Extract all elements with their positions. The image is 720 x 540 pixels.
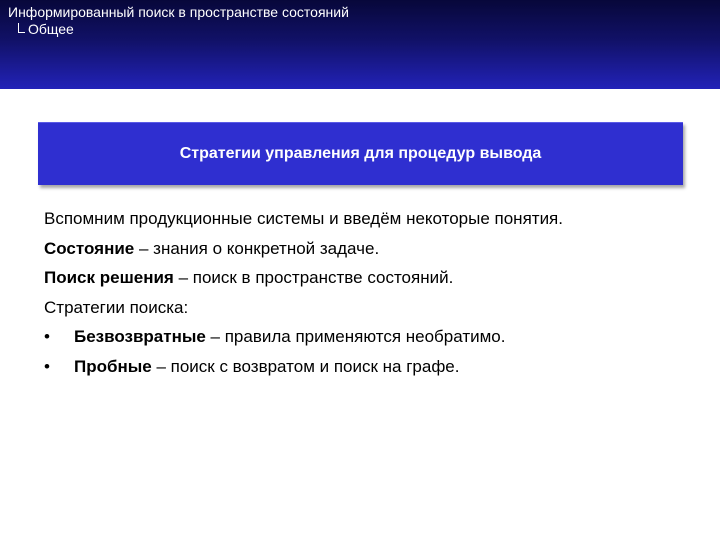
term-state: Состояние (44, 238, 135, 258)
slide-content (44, 204, 704, 381)
breadcrumb (8, 4, 349, 38)
slide-header (0, 0, 720, 89)
term-search: Поиск решения (44, 268, 174, 287)
tree-corner-icon (18, 23, 25, 33)
list-item-text (74, 322, 505, 352)
definition-search (44, 263, 704, 293)
list-item (44, 352, 704, 382)
section-title: Информированный поиск в пространстве состояний (8, 4, 349, 20)
subsection-row (8, 21, 349, 38)
term-search-definition: – поиск в пространстве состояний. (173, 268, 454, 287)
list-item-text (74, 352, 459, 382)
bullet-icon: • (44, 356, 50, 376)
list-item-definition: – правила применяются необратимо. (205, 327, 506, 346)
block-title-box (38, 122, 683, 185)
block-title: Стратегии управления для процедур вывода (179, 145, 542, 162)
list-item (44, 322, 704, 352)
list-item-term: Пробные (74, 356, 152, 376)
strategies-heading: Стратегии поиска: (44, 297, 189, 317)
bullet-icon: • (44, 327, 50, 346)
list-item-term: Безвозвратные (74, 327, 206, 346)
intro-line: Вспомним продукционные системы и введём некоторые понятия. (44, 209, 563, 228)
term-state-definition: – знания о конкретной задаче. (134, 238, 380, 258)
definition-state (44, 234, 704, 264)
subsection-title: Общее (28, 21, 74, 37)
list-item-definition: – поиск с возвратом и поиск на графе. (151, 356, 460, 376)
